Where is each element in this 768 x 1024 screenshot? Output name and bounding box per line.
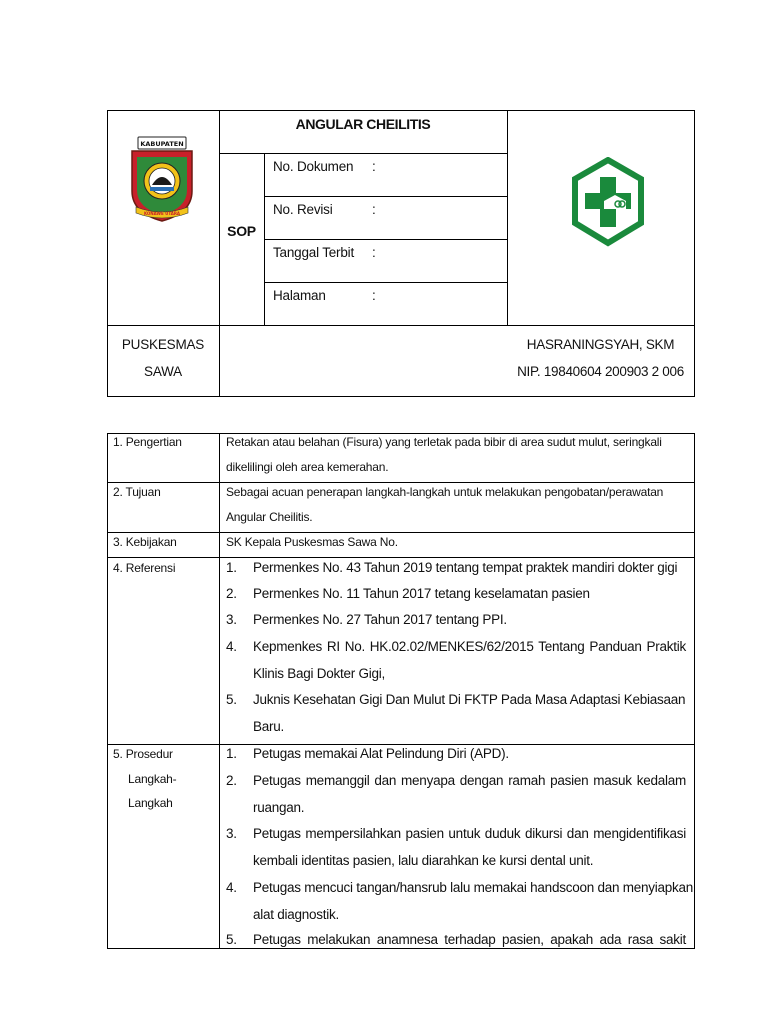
referensi-item-num: 3.: [226, 612, 237, 627]
prosedur-label-line2: Langkah-: [128, 772, 177, 786]
referensi-item-text-cont: Baru.: [253, 719, 285, 734]
prosedur-label-line3: Langkah: [128, 796, 173, 810]
tujuan-text-line2: Angular Cheilitis.: [226, 510, 313, 524]
prosedur-item-num: 3.: [226, 826, 237, 841]
prosedur-item-text: Petugas mempersilahkan pasien untuk duduk dikursi dan mengidentifikasi: [253, 826, 686, 841]
field-tanggal-terbit-colon: :: [372, 245, 376, 260]
prosedur-item-text: Petugas mencuci tangan/hansrub lalu memakai handscoon dan menyiapkan: [253, 880, 694, 895]
prosedur-item-num: 2.: [226, 773, 237, 788]
field-no-revisi-label: No. Revisi: [273, 202, 333, 217]
referensi-item-text: Juknis Kesehatan Gigi Dan Mulut Di FKTP Pada Masa Adaptasi Kebiasaan: [253, 692, 686, 707]
prosedur-item-text: Petugas memakai Alat Pelindung Diri (APD).: [253, 746, 509, 761]
prosedur-item-text: Petugas melakukan anamnesa terhadap pasien, apakah ada rasa sakit: [253, 932, 686, 947]
sop-label: SOP: [227, 223, 256, 239]
prosedur-item-num: 4.: [226, 880, 237, 895]
crest-bottom-text: KONAWE UTARA: [143, 211, 181, 216]
referensi-label: 4. Referensi: [113, 561, 176, 575]
referensi-item-text: Kepmenkes RI No. HK.02.02/MENKES/62/2015 Tentang Panduan Praktik: [253, 639, 686, 654]
puskesmas-logo: [571, 157, 645, 247]
field-no-revisi-colon: :: [372, 202, 376, 217]
referensi-item-text-cont: Klinis Bagi Dokter Gigi,: [253, 666, 386, 681]
prosedur-item-text-cont: kembali identitas pasien, lalu diarahkan ke kursi dental unit.: [253, 853, 594, 868]
tujuan-label: 2. Tujuan: [113, 485, 161, 499]
document-title: ANGULAR CHEILITIS: [295, 116, 431, 132]
org-line1: PUSKESMAS: [121, 337, 205, 352]
pengertian-text-line2: dikelilingi oleh area kemerahan.: [226, 460, 389, 474]
field-halaman-label: Halaman: [273, 288, 326, 303]
referensi-item-text: Permenkes No. 11 Tahun 2017 tetang keselamatan pasien: [253, 586, 590, 601]
signer: [507, 331, 694, 385]
pengertian-text-line1: Retakan atau belahan (Fisura) yang terletak pada bibir di area sudut mulut, seringkali: [226, 435, 662, 449]
prosedur-item-num: 1.: [226, 746, 237, 761]
field-halaman-colon: :: [372, 288, 376, 303]
prosedur-item-text-cont: alat diagnostik.: [253, 907, 340, 922]
org-name: [107, 331, 219, 385]
crest-top-text: KABUPATEN: [140, 140, 184, 148]
prosedur-item-text-cont: ruangan.: [253, 800, 305, 815]
signer-name: HASRANINGSYAH, SKM: [526, 337, 675, 352]
org-line2: SAWA: [144, 364, 182, 379]
regency-crest-logo: [128, 133, 196, 223]
referensi-item-num: 1.: [226, 560, 237, 575]
field-tanggal-terbit-label: Tanggal Terbit: [273, 245, 355, 260]
field-no-dokumen-label: No. Dokumen: [273, 159, 354, 174]
prosedur-label-line1: 5. Prosedur: [113, 747, 173, 761]
referensi-item-num: 5.: [226, 692, 237, 707]
referensi-item-text: Permenkes No. 27 Tahun 2017 tentang PPI.: [253, 612, 507, 627]
tujuan-text-line1: Sebagai acuan penerapan langkah-langkah untuk melakukan pengobatan/perawatan: [226, 485, 664, 499]
referensi-item-text: Permenkes No. 43 Tahun 2019 tentang tempat praktek mandiri dokter gigi: [253, 560, 678, 575]
prosedur-item-num: 5.: [226, 932, 237, 947]
signer-nip: NIP. 19840604 200903 2 006: [517, 364, 684, 379]
field-no-dokumen-colon: :: [372, 159, 376, 174]
referensi-item-num: 2.: [226, 586, 237, 601]
kebijakan-text: SK Kepala Puskesmas Sawa No.: [226, 535, 398, 549]
pengertian-label: 1. Pengertian: [113, 435, 182, 449]
referensi-item-num: 4.: [226, 639, 237, 654]
prosedur-item-text: Petugas memanggil dan menyapa dengan ramah pasien masuk kedalam: [253, 773, 686, 788]
kebijakan-label: 3. Kebijakan: [113, 535, 177, 549]
